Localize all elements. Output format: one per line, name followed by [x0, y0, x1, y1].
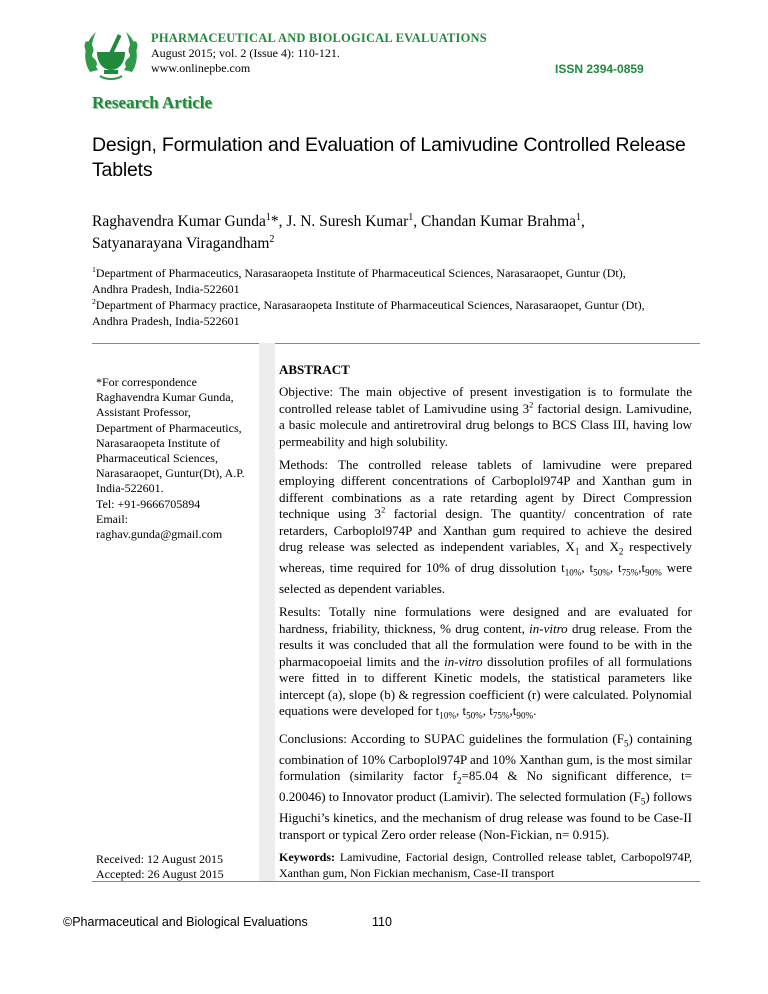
sub: 2: [456, 775, 462, 786]
affil-text: Department of Pharmacy practice, Narasaraopeta Institute of Pharmaceutical Sciences, Narasaraopet, Guntur (Dt),: [95, 298, 645, 312]
mortar-pestle-laurel-logo-icon: [80, 22, 142, 84]
sub: 90%: [645, 567, 662, 578]
sub: 10%: [564, 567, 582, 578]
sub: 10%: [439, 710, 456, 721]
author-text: Satyanarayana Viragandham: [92, 235, 270, 252]
affiliation-2: [92, 297, 712, 313]
text: drug release. From the results it was concluded that all the formulation were found to be with in the pharmacopoeial limits and the: [279, 620, 692, 669]
sub: 75%: [492, 710, 510, 721]
sub: 5: [623, 738, 629, 749]
text: , t: [482, 702, 493, 718]
text: ) follows Higuchi’s kinetics, and the mechanism of drug release was found to be Case-II transport or typical Zero order release (Non-Fickian, n= 0.915).: [279, 789, 692, 842]
correspondence-line: *For correspondence: [96, 375, 197, 389]
affil-sup: 1: [92, 265, 96, 274]
journal-website: www.onlinepbe.com: [151, 61, 251, 75]
issue-info: August 2015; vol. 2 (Issue 4): 110-121.: [151, 46, 340, 60]
affiliation-1-cont: Andhra Pradesh, India-522601: [92, 282, 240, 296]
text: Results: Totally nine formulations were designed and are evaluated for hardness, friability, thickness, % drug content,: [279, 604, 692, 636]
sub: 90%: [516, 710, 534, 721]
italic-term: in-vitro: [444, 653, 483, 669]
author-text: Raghavendra Kumar Gunda: [92, 213, 266, 230]
journal-logo: [80, 22, 142, 84]
correspondence-line: Pharmaceutical Sciences,: [96, 451, 218, 466]
sub: 1: [574, 546, 580, 557]
abstract-results: [279, 604, 692, 723]
journal-name: PHARMACEUTICAL AND BIOLOGICAL EVALUATIONS: [151, 31, 487, 45]
received-date: Received: 12 August 2015: [96, 852, 223, 866]
text: ,t: [638, 560, 646, 576]
author-sup: 1: [265, 211, 271, 223]
footer-copyright: ©Pharmaceutical and Biological Evaluations: [63, 915, 308, 929]
abstract-top-rule: [92, 343, 700, 344]
sub: 5: [640, 796, 646, 807]
correspondence-line: India-522601.: [96, 481, 164, 496]
text: , t: [609, 560, 622, 576]
sub: 75%: [621, 567, 639, 578]
text: respectively whereas, time required for 10% of drug dissolution t: [279, 539, 692, 576]
abstract-conclusions: [279, 731, 692, 843]
text: ) containing combination of 10% Carboplol974P and 10% Xanthan gum, is the most similar formulation (similarity factor f: [279, 730, 692, 784]
text: =85.04 & No significant difference, t= 0.20046) to Innovator product (Lamivir). The selected formulation (F: [279, 768, 692, 805]
correspondence-line: Narasaraopeta Institute of: [96, 435, 220, 450]
text: , t: [581, 560, 594, 576]
dates-block: [96, 852, 258, 882]
text: were selected as dependent variables.: [279, 560, 692, 597]
correspondence-line: Department of Pharmaceutics,: [96, 420, 242, 435]
abstract-methods: [279, 457, 692, 597]
accepted-date: Accepted: 26 August 2015: [96, 867, 224, 882]
correspondence-line: Raghavendra Kumar Gunda,: [96, 390, 234, 405]
abstract-heading: ABSTRACT: [279, 362, 350, 377]
correspondence-line: Narasaraopet, Guntur(Dt), A.P.: [96, 466, 245, 481]
affiliation-1: [92, 265, 712, 281]
affiliations: [92, 265, 712, 329]
author-sup: 1: [576, 211, 582, 223]
article-type: Research Article: [92, 93, 213, 112]
text: Objective: The main objective of present investigation is to formulate the controlled release tablet of Lamivudine using 3: [279, 384, 692, 416]
sup: 2: [529, 399, 534, 410]
affiliation-2-cont: Andhra Pradesh, India-522601: [92, 314, 240, 328]
affil-text: Department of Pharmaceutics, Narasaraopeta Institute of Pharmaceutical Sciences, Narasaraopet, Guntur (Dt),: [95, 266, 626, 280]
keywords-text: Lamivudine, Factorial design, Controlled release tablet, Carbopol974P, Xanthan gum, Non Fickian mechanism, Case-II transport: [279, 850, 692, 880]
text: factorial design. Lamivudine, a basic molecule and antiretroviral drug belongs to BCS Class III, having low permeability and high solubility.: [279, 400, 692, 449]
affil-sup: 2: [92, 297, 96, 306]
correspondence-email[interactable]: raghav.gunda@gmail.com: [96, 527, 223, 542]
article-title: Design, Formulation and Evaluation of Lamivudine Controlled Release Tablets: [92, 134, 686, 181]
correspondence-line: Tel: +91-9666705894: [96, 496, 201, 511]
correspondence-line: Email:: [96, 511, 128, 526]
abstract-keywords: [279, 850, 692, 881]
author-sup: 1: [408, 211, 414, 223]
text: Methods: The controlled release tablets of lamivudine were prepared employing different concentrations of Carboplol974P and Xanthan gum in different combinations as a rate retarding agent by Direct Compression technique using 3: [279, 457, 692, 522]
sub: 2: [618, 546, 624, 557]
abstract-objective: [279, 384, 692, 450]
column-divider: [259, 343, 275, 881]
text: factorial design. The quantity/ concentration of rate retarders, Carboplol974P and Xanthan gum required to achieve the desired drug release was selected as independent variables, X: [279, 506, 692, 555]
issn: ISSN 2394-0859: [555, 62, 644, 76]
correspondence-block: [96, 375, 258, 542]
author-sup: 2: [269, 233, 275, 245]
text: ,t: [509, 702, 517, 718]
text: and X: [579, 539, 619, 555]
text: , t: [455, 702, 467, 718]
sub: 50%: [466, 710, 483, 721]
text: dissolution profiles of all formulations were fitted in to different Kinetic models, the statistical parameters like intercept (a), slope (b) & regression coefficient (r) were calculated. Polynomial equations were developed for t: [279, 653, 692, 718]
author-text: ,: [581, 213, 585, 230]
author-list: [92, 211, 692, 255]
author-text: *, J. N. Suresh Kumar: [270, 213, 409, 230]
text: Conclusions: According to SUPAC guidelines the formulation (F: [279, 730, 624, 746]
sub: 50%: [593, 567, 610, 578]
keywords-label: Keywords:: [279, 850, 335, 865]
abstract-body: [279, 362, 692, 888]
text: .: [533, 702, 537, 718]
page-number: 110: [372, 915, 392, 929]
sup: 2: [381, 504, 386, 515]
author-text: , Chandan Kumar Brahma: [413, 213, 577, 230]
italic-term: in-vitro: [529, 620, 568, 636]
correspondence-line: Assistant Professor,: [96, 405, 191, 420]
